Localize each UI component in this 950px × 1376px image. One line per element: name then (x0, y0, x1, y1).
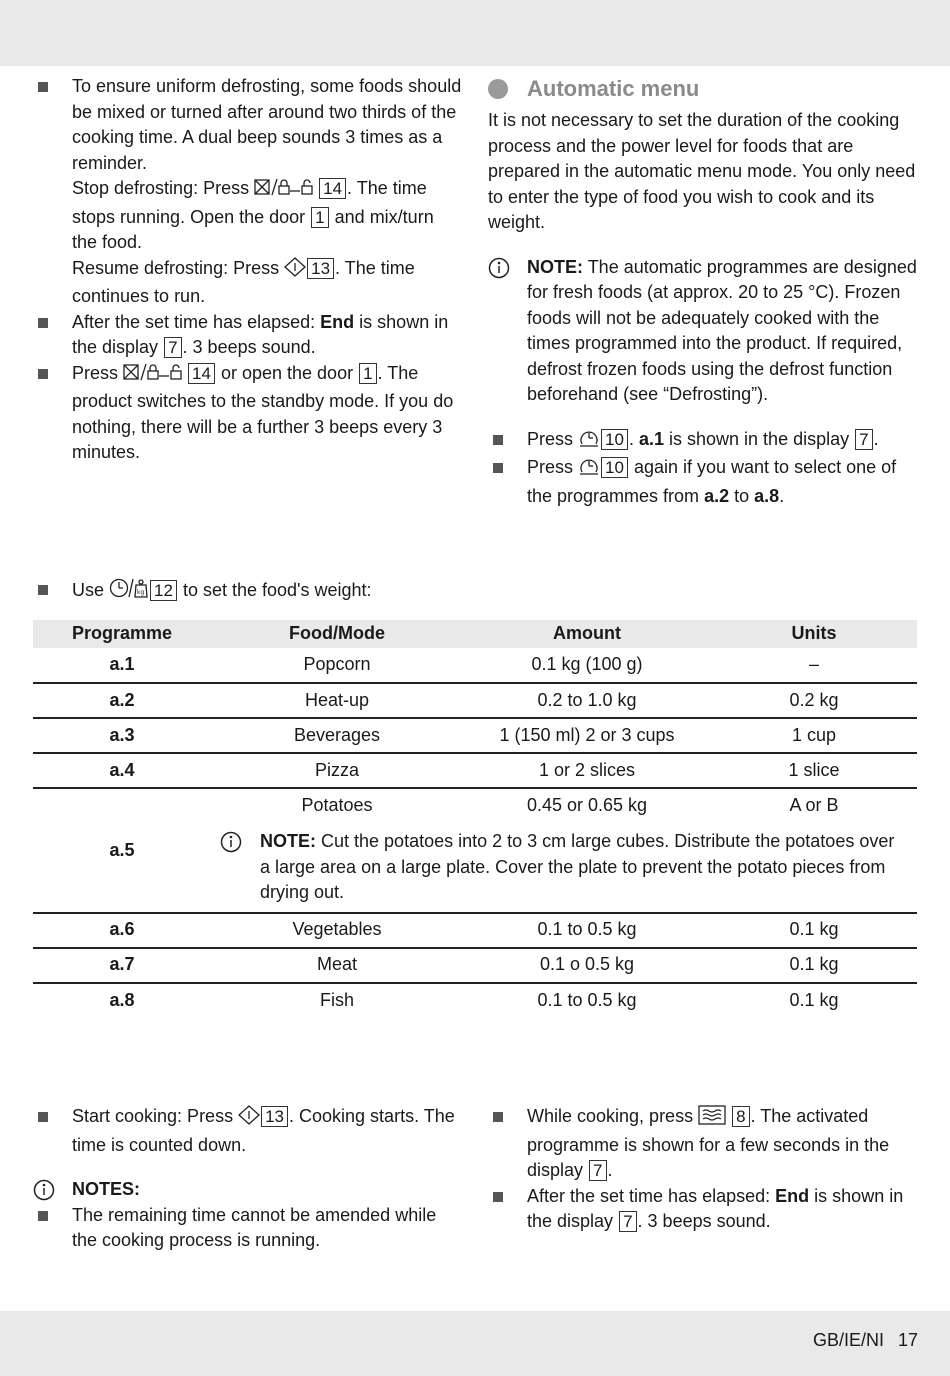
column-header: Amount (463, 620, 711, 648)
bullet-square-icon (493, 1112, 503, 1122)
units-cell: A or B (789, 795, 839, 816)
bullet-square-icon (38, 318, 48, 328)
units-cell: 0.1 kg (789, 989, 839, 1010)
start-icon (284, 257, 306, 285)
list-item: After the set time has elapsed: End is shown in the display 7 . 3 beeps sound. (488, 1184, 918, 1235)
list-item: While cooking, press 8 . The activated programme is shown for a few seconds in the display 7 . (488, 1104, 918, 1184)
amount-cell: 0.2 to 1.0 kg (463, 683, 711, 718)
units-cell: 1 slice (711, 753, 917, 788)
bullet-square-icon (38, 585, 48, 595)
food-cell: Heat-up (211, 683, 463, 718)
programme-cell: a.6 (33, 913, 211, 948)
list-item: The remaining time cannot be amended while the cooking process is running. (33, 1203, 465, 1254)
food-cell: Beverages (211, 718, 463, 753)
programme-cell: a.1 (33, 648, 211, 683)
food-cell: Meat (211, 948, 463, 983)
list-item: Press 10 . a.1 is shown in the display 7 . (488, 427, 920, 456)
list-item: Press 10 again if you want to select one of the programmes from a.2 to a.8. (488, 455, 920, 509)
table-row (33, 718, 917, 753)
wave-icon (698, 1105, 726, 1133)
right-top-column (488, 74, 920, 509)
food-cell: Pizza (211, 753, 463, 788)
bullet-square-icon (493, 435, 503, 445)
bottom-right-column (488, 1104, 918, 1235)
stop-lock-icon (123, 362, 187, 390)
intro-paragraph: It is not necessary to set the duration of the cooking process and the power level for foods that are prepared in the automatic menu mode. You only need to enter the type of food you wish to cook and its weight. (488, 110, 916, 232)
stop-defrost-text: Stop defrosting: Press 14 . The time stops running. Open the door 1 and mix/turn the food. (72, 178, 434, 252)
footer (799, 1328, 918, 1354)
use-weight-line (33, 577, 473, 607)
programme-cell: a.7 (33, 948, 211, 983)
info-icon (488, 257, 510, 287)
units-cell: 0.1 kg (711, 948, 917, 983)
list-item: Start cooking: Press 13 . Cooking starts. The time is counted down. (33, 1104, 465, 1158)
amount-cell: 0.45 or 0.65 kg (526, 795, 648, 816)
list-item: To ensure uniform defrosting, some foods should be mixed or turned after around two thirds of the cooking time. A dual beep sounds 3 times as a reminder. (33, 74, 463, 176)
programme-cell: a.3 (33, 718, 211, 753)
section-heading: Automatic menu (488, 74, 920, 104)
food-cell: Fish (319, 989, 354, 1010)
amount-cell: 1 or 2 slices (463, 753, 711, 788)
header-band (0, 0, 950, 66)
table-row (33, 948, 917, 983)
bottom-left-column (33, 1104, 465, 1254)
bullet-square-icon (38, 82, 48, 92)
bullet-square-icon (493, 463, 503, 473)
list-item: Press 14 or open the door 1 . The product switches to the standby mode. If you do nothing, there will be a further 3 beeps every 3 minutes. (33, 361, 463, 466)
stop-lock-icon (254, 177, 318, 205)
note-block: NOTE: The automatic programmes are designed for fresh foods (at approx. 20 to 25 °C). Frozen foods will not be adequately cooked with the times programmed into the product. If required, defrost frozen foods using the defrost function beforehand (see “Defrosting”). (488, 255, 920, 408)
column-header: Programme (33, 620, 211, 648)
food-cell: Vegetables (211, 913, 463, 948)
list-item: Use kg 12 to set the food's weight: (33, 577, 473, 607)
timer-weight-icon (109, 577, 149, 607)
units-cell: 1 cup (711, 718, 917, 753)
programme-cell: a.4 (33, 753, 211, 788)
notes-heading: NOTES: (33, 1177, 465, 1203)
amount-cell: 0.1 kg (100 g) (463, 648, 711, 683)
food-cell: Potatoes (301, 795, 373, 816)
table-header-row (33, 620, 917, 648)
table-row (33, 913, 917, 948)
potato-note: NOTE: Cut the potatoes into 2 to 3 cm large cubes. Distribute the potatoes over a large area on a large plate. Cover the plate to prevent the potato pieces from drying out. (211, 823, 917, 913)
amount-cell: 0.1 to 0.5 kg (537, 989, 637, 1010)
units-cell: 0.2 kg (711, 683, 917, 718)
bullet-square-icon (493, 1192, 503, 1202)
food-cell: Popcorn (211, 648, 463, 683)
amount-cell: 0.1 o 0.5 kg (463, 948, 711, 983)
bullet-square-icon (38, 369, 48, 379)
heading-dot-icon (488, 79, 508, 99)
programme-cell: a.5 (33, 788, 211, 913)
column-header: Food/Mode (211, 620, 463, 648)
programme-cell: a.8 (109, 989, 135, 1010)
footer-region: GB/IE/NI (812, 1330, 884, 1350)
start-icon (238, 1105, 260, 1133)
page-number: 17 (897, 1330, 918, 1350)
table-row (33, 983, 917, 1018)
left-top-column (33, 74, 463, 466)
amount-cell: 0.1 to 0.5 kg (463, 913, 711, 948)
list-item: After the set time has elapsed: End is shown in the display 7 . 3 beeps sound. (33, 310, 463, 361)
bullet-square-icon (38, 1211, 48, 1221)
info-icon (220, 831, 242, 861)
programme-table (33, 620, 917, 1018)
table-row (33, 788, 917, 823)
svg-text:kg: kg (137, 589, 145, 596)
units-cell: – (711, 648, 917, 683)
auto-menu-icon (578, 456, 600, 484)
amount-cell: 1 (150 ml) 2 or 3 cups (463, 718, 711, 753)
units-cell: 0.1 kg (711, 913, 917, 948)
column-header: Units (711, 620, 917, 648)
resume-defrost-text: Resume defrosting: Press 13 . The time continues to run. (72, 257, 415, 306)
table-row (33, 753, 917, 788)
table-row (33, 648, 917, 683)
auto-menu-icon (578, 428, 600, 456)
programme-cell: a.2 (33, 683, 211, 718)
bullet-square-icon (38, 1112, 48, 1122)
table-row (33, 683, 917, 718)
